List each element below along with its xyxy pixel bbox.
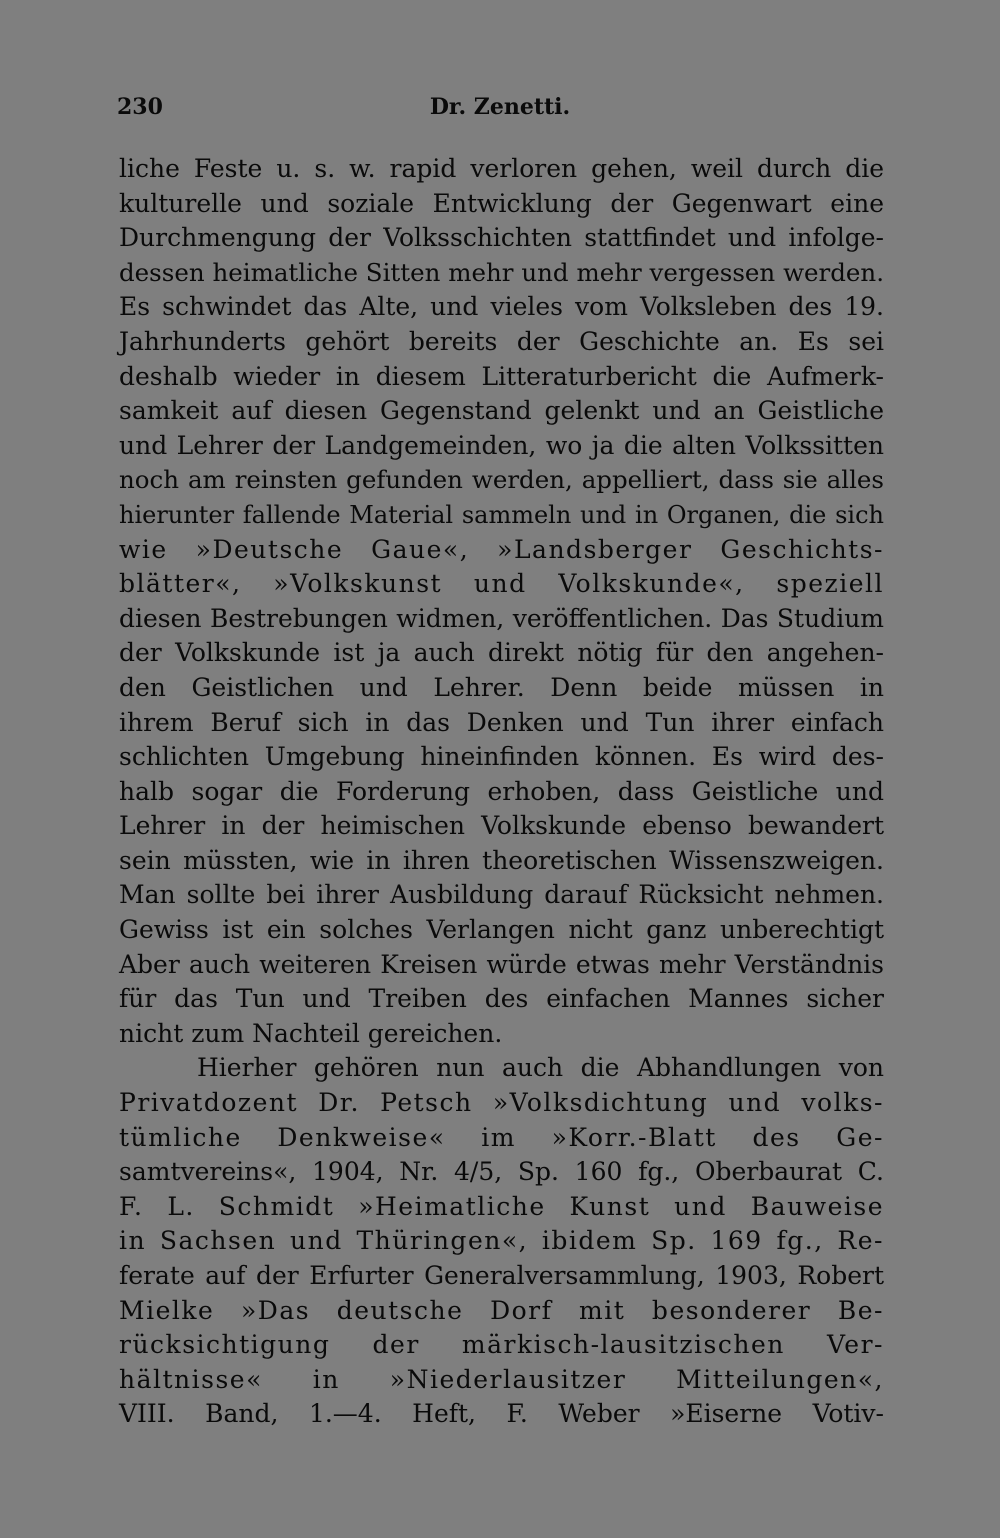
- text-line: wie »Deutsche Gaue«, »Landsberger Geschichts-: [119, 534, 884, 564]
- text-line: Hierher gehören nun auch die Abhandlungen von: [197, 1053, 884, 1083]
- text-line: F. L. Schmidt »Heimatliche Kunst und Bauweise: [119, 1191, 884, 1221]
- text-line: halb sogar die Forderung erhoben, dass Geistliche und: [119, 776, 884, 806]
- text-line: für das Tun und Treiben des einfachen Mannes sicher: [119, 984, 884, 1014]
- text-line: diesen Bestrebungen widmen, veröffentlichen. Das Studium: [119, 603, 884, 633]
- text-line: kulturelle und soziale Entwicklung der Gegenwart eine: [119, 188, 884, 218]
- text-line: Privatdozent Dr. Petsch »Volksdichtung und volks-: [119, 1088, 884, 1118]
- text-line: und Lehrer der Landgemeinden, wo ja die alten Volkssitten: [119, 430, 884, 460]
- paragraph-2: [119, 1051, 884, 1432]
- running-head: Dr. Zenetti.: [429, 94, 571, 120]
- text-line: Durchmengung der Volksschichten stattfindet und infolge-: [119, 223, 884, 253]
- page-number: 230: [117, 94, 163, 120]
- text-line: sein müssten, wie in ihren theoretischen Wissenszweigen.: [119, 845, 884, 875]
- text-line: nicht zum Nachteil gereichen.: [119, 1018, 503, 1048]
- text-line: Man sollte bei ihrer Ausbildung darauf Rücksicht nehmen.: [119, 880, 884, 910]
- text-line: ihrem Beruf sich in das Denken und Tun ihrer einfach: [119, 707, 884, 737]
- text-line: Aber auch weiteren Kreisen würde etwas mehr Verständnis: [119, 949, 884, 979]
- text-line: hierunter fallende Material sammeln und in Organen, die sich: [119, 500, 884, 529]
- text-line: samkeit auf diesen Gegenstand gelenkt und an Geistliche: [119, 396, 884, 426]
- text-line: samtvereins«, 1904, Nr. 4/5, Sp. 160 fg., Oberbaurat C.: [119, 1157, 884, 1187]
- text-line: rücksichtigung der märkisch-lausitzischen Ver-: [119, 1330, 884, 1360]
- text-line: deshalb wieder in diesem Litteraturbericht die Aufmerk-: [119, 361, 884, 391]
- paragraph-1: [119, 152, 884, 1051]
- text-line: ferate auf der Erfurter Generalversammlung, 1903, Robert: [119, 1261, 884, 1290]
- text-line: tümliche Denkweise« im »Korr.-Blatt des Ge-: [119, 1122, 884, 1152]
- text-line: den Geistlichen und Lehrer. Denn beide müssen in: [119, 672, 884, 702]
- text-line: Es schwindet das Alte, und vieles vom Volksleben des 19.: [119, 292, 884, 322]
- text-line: dessen heimatliche Sitten mehr und mehr vergessen werden.: [119, 257, 884, 287]
- text-line: Gewiss ist ein solches Verlangen nicht ganz unberechtigt: [119, 915, 884, 945]
- text-line: noch am reinsten gefunden werden, appelliert, dass sie alles: [119, 465, 884, 495]
- text-line: Mielke »Das deutsche Dorf mit besonderer Be-: [119, 1295, 884, 1325]
- text-line: VIII. Band, 1.—4. Heft, F. Weber »Eiserne Votiv-: [119, 1399, 884, 1429]
- text-line: hältnisse« in »Niederlausitzer Mitteilungen«,: [119, 1364, 884, 1394]
- text-line: schlichten Umgebung hineinfinden können. Es wird des-: [119, 742, 884, 772]
- text-line: blätter«, »Volkskunst und Volkskunde«, speziell: [119, 569, 884, 599]
- text-line: in Sachsen und Thüringen«, ibidem Sp. 169 fg., Re-: [119, 1226, 884, 1256]
- text-line: Jahrhunderts gehört bereits der Geschichte an. Es sei: [119, 326, 884, 356]
- body-text: [119, 152, 884, 1432]
- text-line: der Volkskunde ist ja auch direkt nötig für den angehen-: [119, 638, 884, 668]
- text-line: Lehrer in der heimischen Volkskunde ebenso bewandert: [119, 811, 884, 841]
- text-line: liche Feste u. s. w. rapid verloren gehen, weil durch die: [119, 154, 884, 183]
